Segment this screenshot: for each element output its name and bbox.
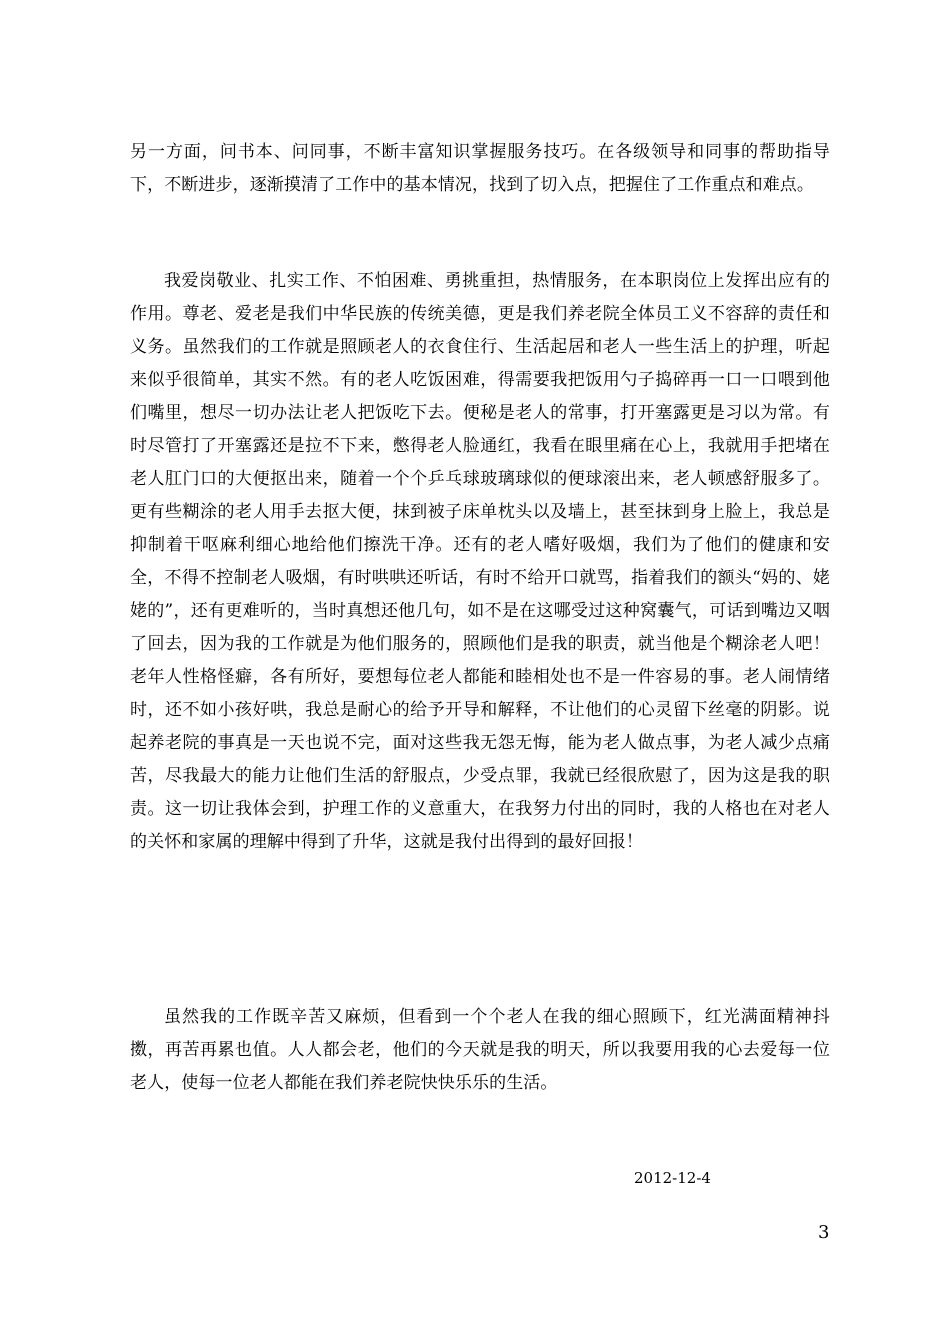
paragraph-2: 我爱岗敬业、扎实工作、不怕困难、勇挑重担，热情服务，在本职岗位上发挥出应有的作用。尊老、爱老是我们中华民族的传统美德，更是我们养老院全体员工义不容辞的责任和义务。虽然我们的工作就是照顾老人的衣食住行、生活起居和老人一些生活上的护理，听起来似乎很简单，其实不然。有的老人吃饭困难，得需要我把饭用勺子捣碎再一口一口喂到他们嘴里，想尽一切办法让老人把饭吃下去。便秘是老人的常事，打开塞露更是习以为常。有时尽管打了开塞露还是拉不下来，憋得老人脸通红，我看在眼里痛在心上，我就用手把堵在老人肛门口的大便抠出来，随着一个个乒乓球玻璃球似的便球滚出来，老人顿感舒服多了。更有些糊涂的老人用手去抠大便，抹到被子床单枕头以及墙上，甚至抹到身上脸上，我总是抑制着干呕麻利细心地给他们擦洗干净。还有的老人嗜好吸烟，我们为了他们的健康和安全，不得不控制老人吸烟，有时哄哄还听话，有时不给开口就骂，指着我们的额头“妈的、姥姥的”，还有更难听的，当时真想还他几句，如不是在这哪受过这种窝囊气，可话到嘴边又咽了回去，因为我的工作就是为他们服务的，照顾他们是我的职责，就当他是个糊涂老人吧！老年人性格怪癖，各有所好，要想每位老人都能和睦相处也不是一件容易的事。老人闹情绪时，还不如小孩好哄，我总是耐心的给予开导和解释，不让他们的心灵留下丝毫的阴影。说起养老院的事真是一天也说不完，面对这些我无怨无悔，能为老人做点事，为老人减少点痛苦，尽我最大的能力让他们生活的舒服点，少受点罪，我就已经很欣慰了，因为这是我的职责。这一切让我体会到，护理工作的义意重大，在我努力付出的同时，我的人格也在对老人的关怀和家属的理解中得到了升华，这就是我付出得到的最好回报！ [130, 271, 830, 852]
paragraph-1: 另一方面，问书本、问同事，不断丰富知识掌握服务技巧。在各级领导和同事的帮助指导下，不断进步，逐渐摸清了工作中的基本情况，找到了切入点，把握住了工作重点和难点。 [130, 142, 830, 195]
document-date: 2012-12-4 [634, 1169, 711, 1187]
page-number: 3 [818, 1222, 830, 1243]
paragraph-3: 虽然我的工作既辛苦又麻烦，但看到一个个老人在我的细心照顾下，红光满面精神抖擞，再苦再累也值。人人都会老，他们的今天就是我的明天，所以我要用我的心去爱每一位老人，使每一位老人都能在我们养老院快快乐乐的生活。 [130, 1007, 830, 1093]
